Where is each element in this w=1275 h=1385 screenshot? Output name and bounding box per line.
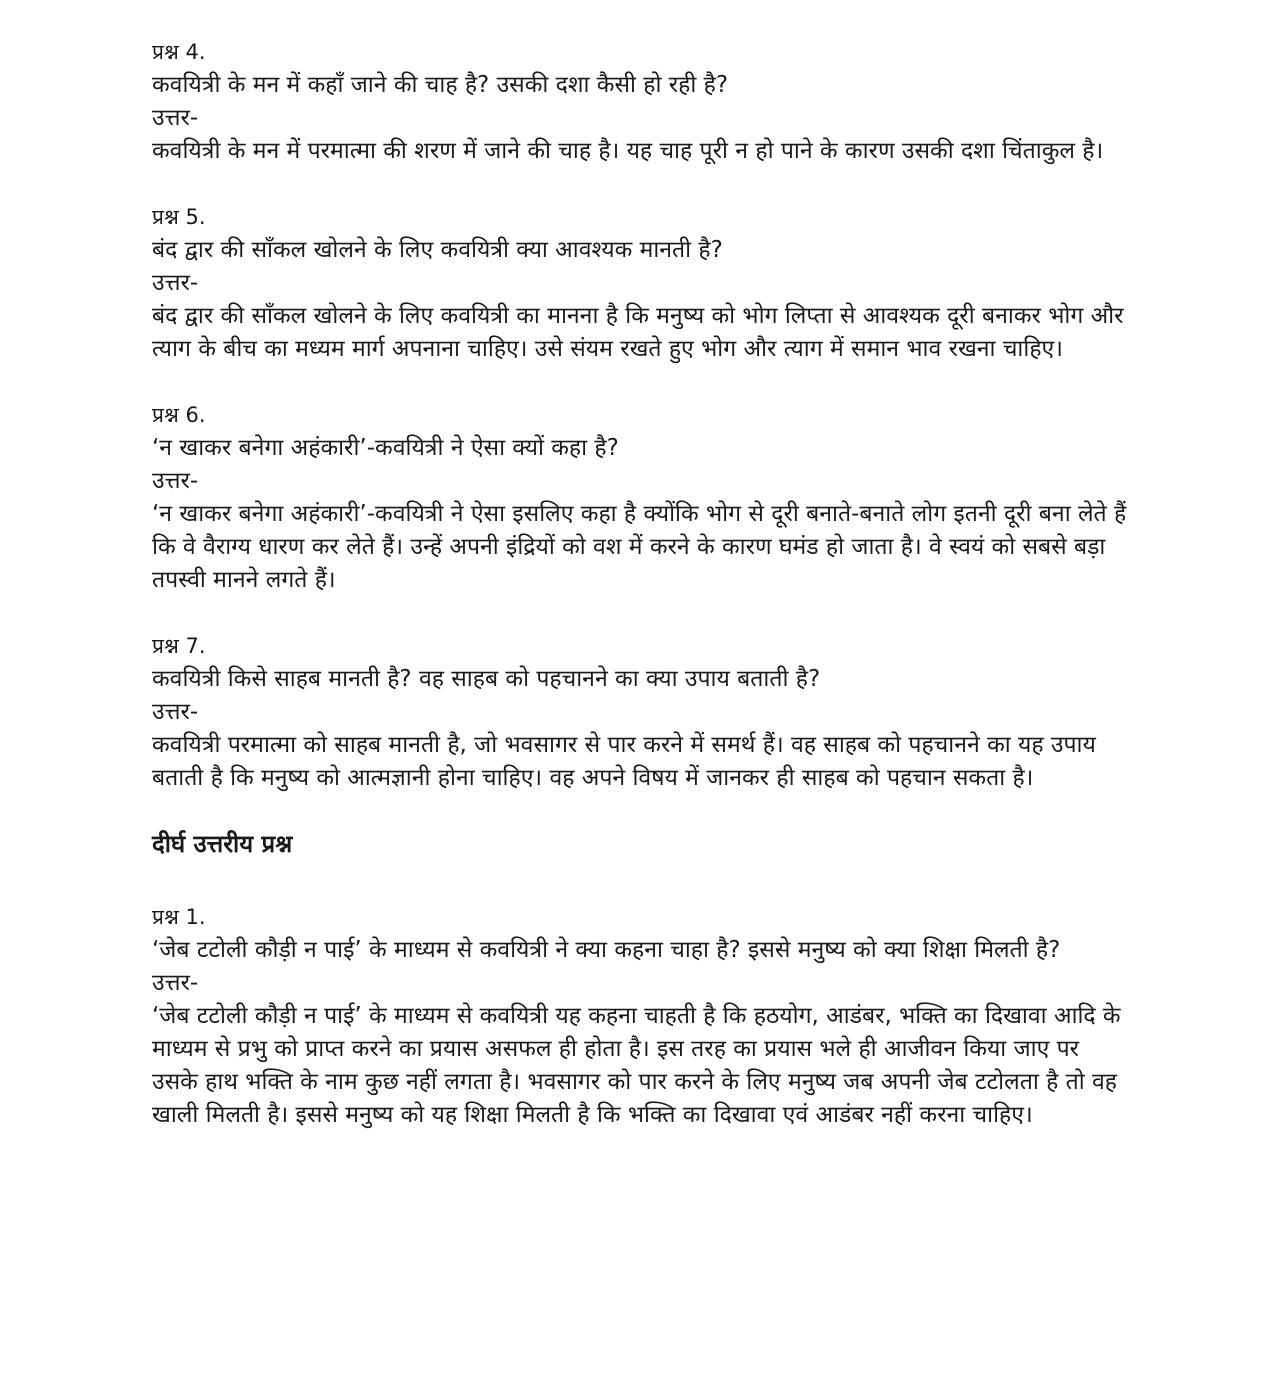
qa-block-4 [152,36,1127,168]
question-text: कवयित्री किसे साहब मानती है? वह साहब को पहचानने का क्या उपाय बताती है? [152,666,821,692]
qa-block-long-1 [152,901,1127,1132]
answer-label: उत्तर- [152,105,199,131]
question-number: प्रश्न 4. [152,40,206,64]
qa-block-6 [152,399,1127,597]
answer-text: कवयित्री परमात्मा को साहब मानती है, जो भवसागर से पार करने में समर्थ हैं। वह साहब को पहचानने का यह उपाय बताती है कि मनुष्य को आत्मज्ञानी होना चाहिए। वह अपने विषय में जानकर ही साहब को पहचान सकता है। [152,732,1096,791]
answer-label: उत्तर- [152,970,199,996]
answer-label: उत्तर- [152,270,199,296]
qa-block-5 [152,201,1127,366]
answer-text: ‘न खाकर बनेगा अहंकारी’-कवयित्री ने ऐसा इसलिए कहा है क्योंकि भोग से दूरी बनाते-बनाते लोग इतनी दूरी बना लेते हैं कि वे वैराग्य धारण कर लेते हैं। उन्हें अपनी इंद्रियों को वश में करने के कारण घमंड हो जाता है। वे स्वयं को सबसे बड़ा तपस्वी मानने लगते हैं। [152,501,1127,593]
document-page [152,36,1127,1165]
answer-label: उत्तर- [152,468,199,494]
question-number: प्रश्न 6. [152,403,206,427]
question-number: प्रश्न 7. [152,634,206,658]
section-heading: दीर्घ उत्तरीय प्रश्न [152,830,293,858]
answer-text: ‘जेब टटोली कौड़ी न पाई’ के माध्यम से कवयित्री यह कहना चाहती है कि हठयोग, आडंबर, भक्ति का दिखावा आदि के माध्यम से प्रभु को प्राप्त करने का प्रयास असफल ही होता है। इस तरह का प्रयास भले ही आजीवन किया जाए पर उसके हाथ भक्ति के नाम कुछ नहीं लगता है। भवसागर को पार करने के लिए मनुष्य जब अपनी जेब टटोलता है तो वह खाली मिलती है। इससे मनुष्य को यह शिक्षा मिलती है कि भक्ति का दिखावा एवं आडंबर नहीं करना चाहिए। [152,1003,1121,1128]
question-number: प्रश्न 1. [152,905,206,929]
question-text: ‘न खाकर बनेगा अहंकारी’-कवयित्री ने ऐसा क्यों कहा है? [152,435,619,461]
question-text: ‘जेब टटोली कौड़ी न पाई’ के माध्यम से कवयित्री ने क्या कहना चाहा है? इससे मनुष्य को क्या शिक्षा मिलती है? [152,937,1061,963]
answer-text: कवयित्री के मन में परमात्मा की शरण में जाने की चाह है। यह चाह पूरी न हो पाने के कारण उसकी दशा चिंताकुल है। [152,138,1104,164]
question-text: कवयित्री के मन में कहाँ जाने की चाह है? उसकी दशा कैसी हो रही है? [152,72,729,98]
question-text: बंद द्वार की साँकल खोलने के लिए कवयित्री क्या आवश्यक मानती है? [152,237,723,263]
answer-label: उत्तर- [152,699,199,725]
question-number: प्रश्न 5. [152,205,206,229]
qa-block-7 [152,630,1127,795]
answer-text: बंद द्वार की साँकल खोलने के लिए कवयित्री का मानना है कि मनुष्य को भोग लिप्ता से आवश्यक दूरी बनाकर भोग और त्याग के बीच का मध्यम मार्ग अपनाना चाहिए। उसे संयम रखते हुए भोग और त्याग में समान भाव रखना चाहिए। [152,303,1124,362]
